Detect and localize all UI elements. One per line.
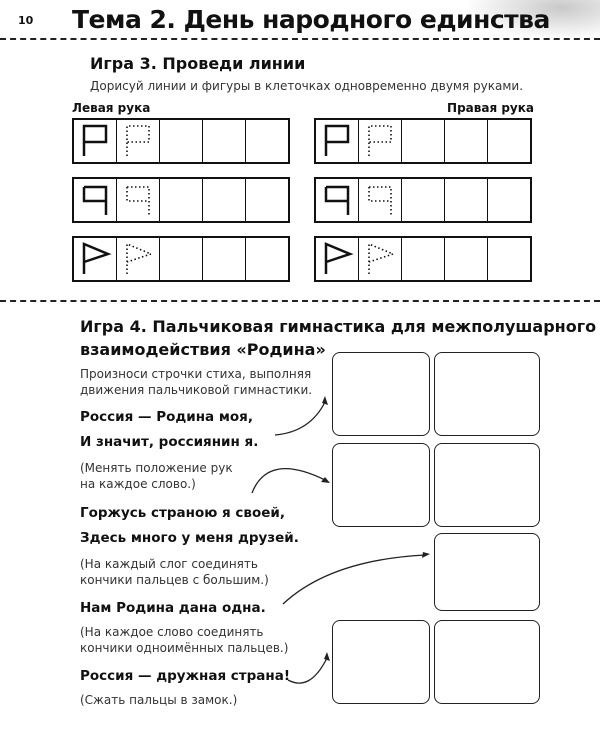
arrow-icon	[288, 658, 327, 683]
verse-note: (На каждый слог соединять	[80, 557, 258, 571]
game4-instruction-line2: движения пальчиковой гимнастики.	[80, 383, 313, 397]
verse-note: (Менять положение рук	[80, 461, 233, 475]
verse-note: кончики пальцев с большим.)	[80, 573, 269, 587]
verse-line: Горжусь страною я своей,	[80, 505, 285, 521]
verse-line: Нам Родина дана одна.	[80, 600, 266, 616]
arrow-icon	[252, 469, 325, 493]
game4-instruction-line1: Произноси строчки стиха, выполняя	[80, 367, 312, 381]
verse-note: кончики одноимённых пальцев.)	[80, 641, 289, 655]
page-number: 10	[18, 14, 34, 27]
left-hand-label: Левая рука	[72, 101, 151, 115]
verse-line: Россия — Родина моя,	[80, 409, 253, 425]
verse-note: на каждое слово.)	[80, 477, 196, 491]
game4-title-line2: взаимодействия «Родина»	[80, 340, 326, 359]
game4-title-line1: Игра 4. Пальчиковая гимнастика для межполушарного	[80, 317, 597, 336]
verse-line: Здесь много у меня друзей.	[80, 530, 299, 546]
game3-instruction: Дорисуй линии и фигуры в клеточках одновременно двумя руками.	[90, 79, 524, 93]
verse-line: И значит, россиянин я.	[80, 434, 259, 450]
arrow-icon	[275, 402, 325, 435]
verse-line: Россия — дружная страна!	[80, 668, 291, 684]
verse-note: (Сжать пальцы в замок.)	[80, 693, 238, 707]
game3-title: Игра 3. Проведи линии	[90, 54, 306, 73]
verse-note: (На каждое слово соединять	[80, 625, 264, 639]
page-title: Тема 2. День народного единства	[72, 5, 550, 34]
right-hand-label: Правая рука	[447, 101, 534, 115]
arrow-icon	[283, 555, 425, 604]
